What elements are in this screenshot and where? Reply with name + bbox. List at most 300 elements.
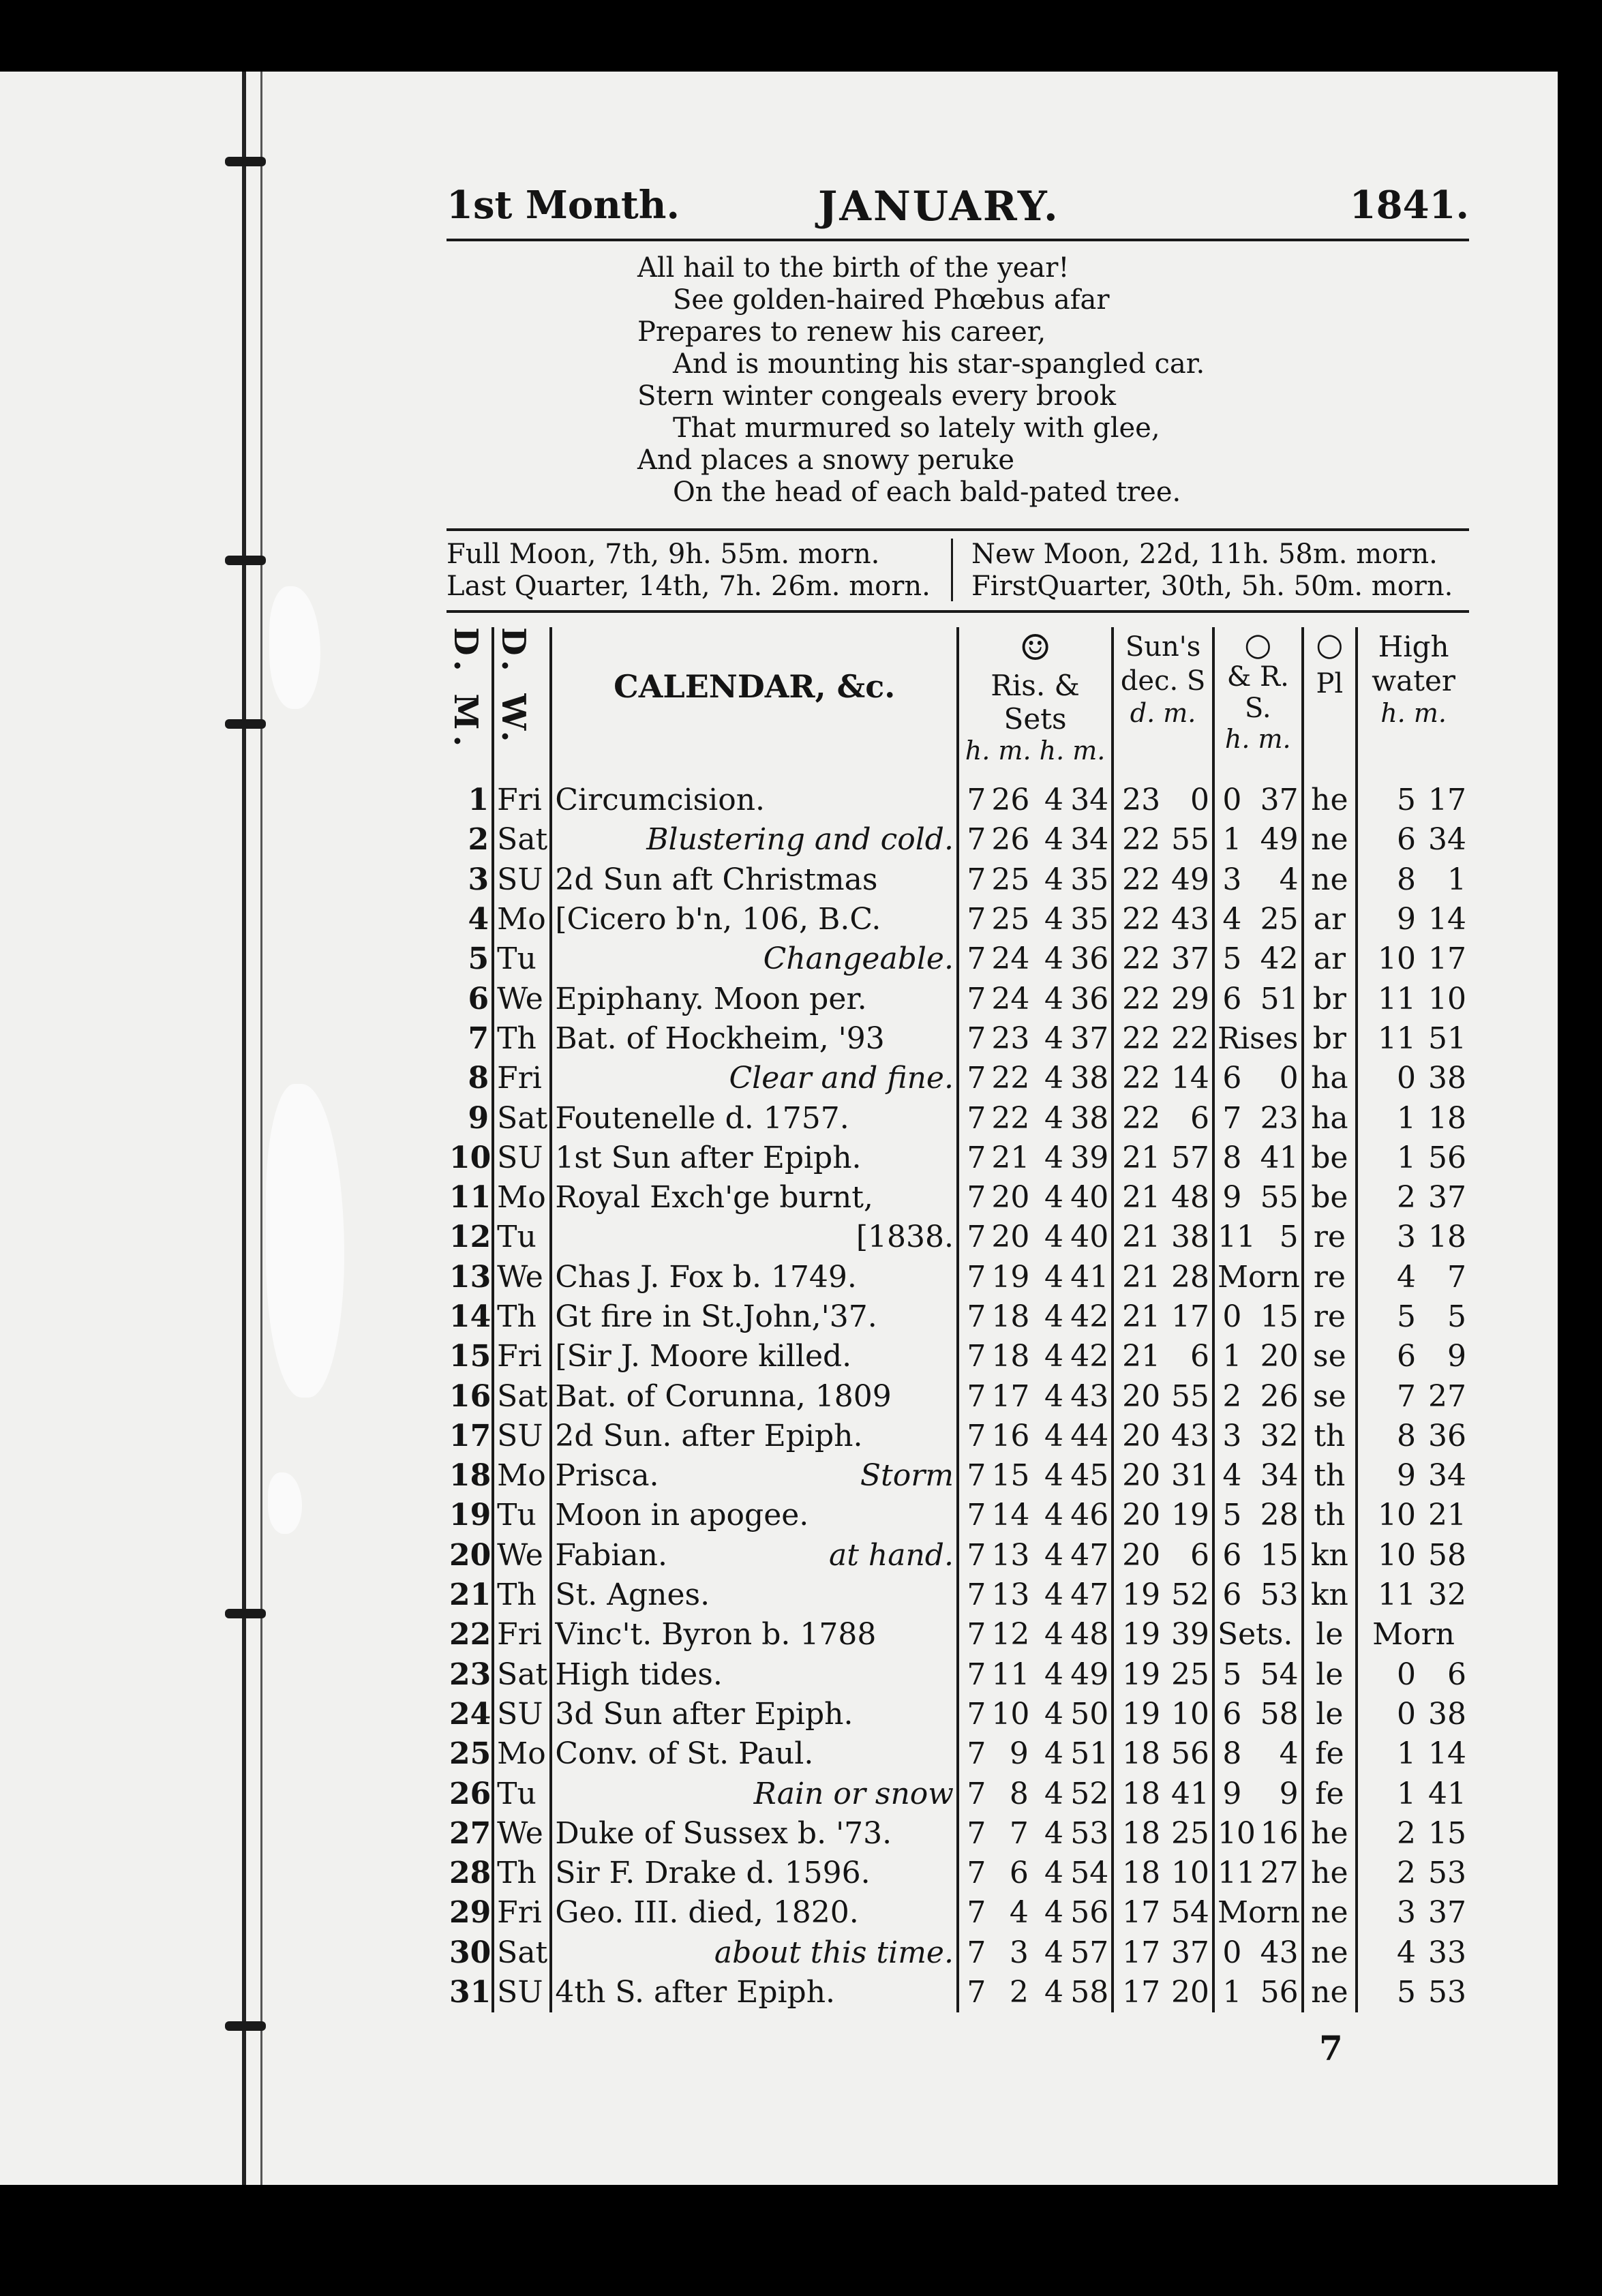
- sunrise-hour: 7: [958, 939, 988, 979]
- sun-dec-minutes: 25: [1170, 1657, 1209, 1692]
- table-row: [447, 1496, 1469, 1535]
- high-water-minute: 17: [1428, 941, 1466, 977]
- day-of-month: 23: [449, 1657, 492, 1692]
- day-of-week: Tu: [493, 1218, 551, 1257]
- table-row: [447, 1059, 1469, 1098]
- table-row: [447, 939, 1469, 979]
- table-row: [447, 1098, 1469, 1138]
- calendar-entry: 3d Sun after Epiph.: [551, 1695, 958, 1734]
- poem-line: All hail to the birth of the year!: [637, 252, 1070, 284]
- sun-dec-minutes: 6: [1190, 1339, 1209, 1374]
- col-sun-rise-set: ☺ Ris. & Sets h. m. h. m.: [958, 627, 1113, 781]
- col-sun-declination: Sun's dec. S d. m.: [1113, 627, 1213, 781]
- calendar-table: [447, 627, 1469, 2012]
- sunrise-minute: 4: [1009, 1895, 1029, 1931]
- sun-dec-degrees: 20: [1113, 1456, 1163, 1496]
- col-calendar: CALENDAR, &c.: [551, 627, 958, 781]
- moon-minute: 20: [1260, 1339, 1299, 1374]
- table-row: [447, 1138, 1469, 1178]
- sunrise-minute: 20: [991, 1180, 1030, 1215]
- day-of-week: Th: [493, 1019, 551, 1059]
- sun-dec-minutes: 55: [1170, 822, 1209, 858]
- day-of-month: 4: [468, 902, 489, 937]
- moon-minute: 4: [1279, 862, 1299, 897]
- moon-hour: 11: [1213, 1854, 1244, 1893]
- high-water-hour: 3: [1357, 1893, 1419, 1933]
- sunset-minute: 40: [1070, 1180, 1109, 1215]
- sunset-minute: 42: [1070, 1339, 1109, 1374]
- day-of-month: 12: [449, 1220, 492, 1255]
- moon-phase: FirstQuarter, 30th, 5h. 50m. morn.: [971, 571, 1453, 602]
- moon-hour: 6: [1213, 979, 1244, 1018]
- high-water-minute: 7: [1447, 1259, 1466, 1295]
- moon-place: se: [1303, 1337, 1357, 1376]
- moon-minute: 43: [1260, 1935, 1299, 1970]
- sun-dec-minutes: 17: [1170, 1299, 1209, 1334]
- sunset-minute: 43: [1070, 1378, 1109, 1414]
- calendar-entry: Bat. of Hockheim, '93: [551, 1019, 958, 1059]
- sunset-minute: 37: [1070, 1021, 1109, 1056]
- moon-circle-icon: ○: [1316, 626, 1344, 663]
- sunrise-hour: 7: [958, 1536, 988, 1575]
- day-of-month: 19: [449, 1498, 492, 1533]
- moon-place: br: [1303, 979, 1357, 1018]
- sunrise-minute: 24: [991, 981, 1030, 1016]
- moon-place: kn: [1303, 1536, 1357, 1575]
- calendar-entry: [551, 1536, 958, 1575]
- moon-hour: 5: [1213, 1496, 1244, 1535]
- sunrise-minute: 21: [991, 1140, 1030, 1175]
- day-of-week: SU: [493, 1138, 551, 1178]
- day-of-week: Sat: [493, 1933, 551, 1973]
- sunset-hour: 4: [1044, 1299, 1063, 1334]
- sunrise-minute: 8: [1009, 1776, 1029, 1811]
- high-water-hour: 4: [1357, 1933, 1419, 1973]
- moon-hour: 4: [1213, 1456, 1244, 1496]
- calendar-entry: Geo. III. died, 1820.: [551, 1893, 958, 1933]
- moon-place: he: [1303, 1814, 1357, 1854]
- sunset-hour: 4: [1044, 1537, 1063, 1573]
- high-water-hour: 9: [1357, 900, 1419, 939]
- high-water-minute: 36: [1428, 1418, 1466, 1453]
- high-water-hour: Morn: [1357, 1615, 1469, 1655]
- table-row: [447, 1019, 1469, 1059]
- day-of-month: 31: [449, 1975, 492, 2010]
- table-row: [447, 1774, 1469, 1813]
- high-water-minute: 27: [1428, 1378, 1466, 1414]
- moon-place: th: [1303, 1456, 1357, 1496]
- sun-dec-degrees: 20: [1113, 1496, 1163, 1535]
- sunset-hour: 4: [1044, 1259, 1063, 1295]
- table-row: [447, 1417, 1469, 1456]
- calendar-entry: [1838.: [551, 1218, 958, 1257]
- sunset-hour: 4: [1044, 1657, 1063, 1692]
- sunrise-hour: 7: [958, 1098, 988, 1138]
- high-water-hour: 5: [1357, 1297, 1419, 1337]
- moon-hour: 0: [1213, 1933, 1244, 1973]
- poem-line: Stern winter congeals every brook: [637, 380, 1117, 412]
- sunset-hour: 4: [1044, 1140, 1063, 1175]
- moon-hour: 6: [1213, 1575, 1244, 1615]
- moon-hour: Morn: [1213, 1893, 1303, 1933]
- moon-place: be: [1303, 1178, 1357, 1218]
- calendar-entry: Rain or snow: [551, 1774, 958, 1813]
- phases-divider: [951, 539, 953, 601]
- sunset-minute: 38: [1070, 1100, 1109, 1136]
- sunset-hour: 4: [1044, 1339, 1063, 1374]
- moon-place: se: [1303, 1376, 1357, 1416]
- header-rule: [447, 239, 1469, 241]
- day-of-month: 28: [449, 1856, 492, 1891]
- day-of-week: SU: [493, 1973, 551, 2012]
- moon-place: he: [1303, 1854, 1357, 1893]
- sunrise-minute: 25: [991, 902, 1030, 937]
- sunset-hour: 4: [1044, 1418, 1063, 1453]
- sun-dec-minutes: 19: [1170, 1498, 1209, 1533]
- sunrise-minute: 12: [991, 1617, 1030, 1652]
- calendar-entry: Vinc't. Byron b. 1788: [551, 1615, 958, 1655]
- sunset-hour: 4: [1044, 1577, 1063, 1613]
- moon-minute: 0: [1279, 1061, 1299, 1096]
- day-of-month: 21: [449, 1577, 492, 1613]
- day-of-month: 24: [449, 1696, 492, 1732]
- day-of-week: SU: [493, 1695, 551, 1734]
- calendar-entry-text: Fabian.: [555, 1537, 667, 1573]
- sun-dec-degrees: 22: [1113, 939, 1163, 979]
- sunrise-minute: 17: [991, 1378, 1030, 1414]
- sun-dec-minutes: 49: [1170, 862, 1209, 897]
- high-water-hour: 0: [1357, 1655, 1419, 1695]
- sunrise-hour: 7: [958, 1218, 988, 1257]
- calendar-entry: Epiphany. Moon per.: [551, 979, 958, 1018]
- high-water-hour: 5: [1357, 1973, 1419, 2012]
- high-water-minute: 15: [1428, 1815, 1466, 1851]
- sunset-minute: 35: [1070, 902, 1109, 937]
- moon-minute: 16: [1260, 1815, 1299, 1851]
- calendar-entry: Blustering and cold.: [551, 820, 958, 860]
- calendar-entry: St. Agnes.: [551, 1575, 958, 1615]
- sunset-minute: 46: [1070, 1498, 1109, 1533]
- day-of-week: Mo: [493, 1456, 551, 1496]
- calendar-weather-note: Storm: [860, 1458, 954, 1494]
- sun-dec-degrees: 21: [1113, 1218, 1163, 1257]
- moon-minute: 9: [1279, 1776, 1299, 1811]
- year-label: 1841.: [1349, 183, 1469, 228]
- sun-dec-minutes: 37: [1170, 941, 1209, 977]
- moon-minute: 58: [1260, 1696, 1299, 1732]
- sunset-hour: 4: [1044, 862, 1063, 897]
- moon-minute: 41: [1260, 1140, 1299, 1175]
- high-water-minute: 5: [1447, 1299, 1466, 1334]
- sun-dec-minutes: 10: [1170, 1696, 1209, 1732]
- sun-dec-degrees: 17: [1113, 1973, 1163, 2012]
- high-water-minute: 17: [1428, 783, 1466, 818]
- table-row: [447, 1536, 1469, 1575]
- moon-phases-left: [447, 539, 931, 603]
- calendar-entry: 2d Sun aft Christmas: [551, 860, 958, 900]
- day-of-week: Tu: [493, 1774, 551, 1813]
- sun-dec-degrees: 21: [1113, 1297, 1163, 1337]
- col-day-of-week: D. W.: [493, 627, 551, 781]
- sunset-minute: 52: [1070, 1776, 1109, 1811]
- moon-hour: 0: [1213, 1297, 1244, 1337]
- high-water-minute: 18: [1428, 1100, 1466, 1136]
- calendar-entry: 4th S. after Epiph.: [551, 1973, 958, 2012]
- sunset-minute: 45: [1070, 1458, 1109, 1494]
- moon-minute: 53: [1260, 1577, 1299, 1613]
- moon-hour: 10: [1213, 1814, 1244, 1854]
- moon-hour: 6: [1213, 1536, 1244, 1575]
- moon-hour: 0: [1213, 781, 1244, 820]
- moon-place: ne: [1303, 1893, 1357, 1933]
- sunset-minute: 51: [1070, 1736, 1109, 1772]
- calendar-weather-note: at hand.: [828, 1537, 954, 1573]
- calendar-entry: Moon in apogee.: [551, 1496, 958, 1535]
- calendar-entry: 2d Sun. after Epiph.: [551, 1417, 958, 1456]
- high-water-hour: 10: [1357, 939, 1419, 979]
- moon-place: le: [1303, 1695, 1357, 1734]
- day-of-week: We: [493, 1536, 551, 1575]
- table-row: [447, 900, 1469, 939]
- sun-dec-minutes: 22: [1170, 1021, 1209, 1056]
- sun-dec-degrees: 22: [1113, 820, 1163, 860]
- table-row: [447, 781, 1469, 820]
- moon-place: ne: [1303, 1973, 1357, 2012]
- sunset-minute: 47: [1070, 1537, 1109, 1573]
- high-water-minute: 56: [1428, 1140, 1466, 1175]
- moon-place: be: [1303, 1138, 1357, 1178]
- sun-dec-degrees: 22: [1113, 900, 1163, 939]
- moon-phase: Full Moon, 7th, 9h. 55m. morn.: [447, 539, 880, 570]
- moon-hour: 8: [1213, 1138, 1244, 1178]
- day-of-week: Th: [493, 1297, 551, 1337]
- sunrise-hour: 7: [958, 1496, 988, 1535]
- sunrise-minute: 13: [991, 1577, 1030, 1613]
- col-moon-place: ○ Pl: [1303, 627, 1357, 781]
- day-of-week: We: [493, 1258, 551, 1297]
- sunset-minute: 35: [1070, 862, 1109, 897]
- high-water-hour: 0: [1357, 1695, 1419, 1734]
- moon-phases-right: [971, 539, 1453, 603]
- sunrise-hour: 7: [958, 1695, 988, 1734]
- sunrise-minute: 26: [991, 783, 1030, 818]
- poem-line: See golden-haired Phœbus afar: [673, 284, 1110, 316]
- moon-place: ha: [1303, 1098, 1357, 1138]
- sun-dec-degrees: 22: [1113, 1019, 1163, 1059]
- day-of-week: Th: [493, 1854, 551, 1893]
- col-moon-rise-set: ○ & R. S. h. m.: [1213, 627, 1303, 781]
- sun-dec-minutes: 10: [1170, 1856, 1209, 1891]
- day-of-month: 6: [468, 981, 489, 1016]
- sun-dec-minutes: 14: [1170, 1061, 1209, 1096]
- high-water-hour: 2: [1357, 1178, 1419, 1218]
- sunrise-hour: 7: [958, 820, 988, 860]
- sunset-minute: 53: [1070, 1815, 1109, 1851]
- sunrise-minute: 6: [1009, 1856, 1029, 1891]
- calendar-entry: Duke of Sussex b. '73.: [551, 1814, 958, 1854]
- moon-circle-icon: ○: [1244, 626, 1272, 663]
- sun-dec-degrees: 19: [1113, 1695, 1163, 1734]
- moon-place: ne: [1303, 1933, 1357, 1973]
- sun-dec-degrees: 22: [1113, 1059, 1163, 1098]
- table-row: [447, 1933, 1469, 1973]
- table-row: [447, 979, 1469, 1018]
- moon-hour: 2: [1213, 1376, 1244, 1416]
- sun-dec-minutes: 41: [1170, 1776, 1209, 1811]
- day-of-week: Fri: [493, 1893, 551, 1933]
- sunset-hour: 4: [1044, 783, 1063, 818]
- day-of-week: Tu: [493, 1496, 551, 1535]
- sunrise-hour: 7: [958, 979, 988, 1018]
- page-title: JANUARY.: [818, 183, 1060, 230]
- calendar-entry: Sir F. Drake d. 1596.: [551, 1854, 958, 1893]
- high-water-minute: 53: [1428, 1856, 1466, 1891]
- day-of-month: 25: [449, 1736, 492, 1772]
- moon-hour: Sets.: [1213, 1615, 1303, 1655]
- moon-minute: 5: [1279, 1220, 1299, 1255]
- moon-minute: 55: [1260, 1180, 1299, 1215]
- high-water-hour: 10: [1357, 1496, 1419, 1535]
- sunrise-minute: 19: [991, 1259, 1030, 1295]
- sunset-minute: 49: [1070, 1657, 1109, 1692]
- sunrise-hour: 7: [958, 1019, 988, 1059]
- sunrise-hour: 7: [958, 1376, 988, 1416]
- high-water-hour: 6: [1357, 820, 1419, 860]
- calendar-entry: about this time.: [551, 1933, 958, 1973]
- sun-dec-degrees: 22: [1113, 1098, 1163, 1138]
- sunrise-hour: 7: [958, 1933, 988, 1973]
- moon-minute: 23: [1260, 1100, 1299, 1136]
- moon-place: ne: [1303, 820, 1357, 860]
- sun-dec-minutes: 0: [1190, 783, 1209, 818]
- moon-minute: 15: [1260, 1299, 1299, 1334]
- sun-dec-degrees: 17: [1113, 1893, 1163, 1933]
- day-of-week: Mo: [493, 1734, 551, 1774]
- moon-phases: [447, 539, 1469, 603]
- moon-hour: 3: [1213, 1417, 1244, 1456]
- high-water-minute: 37: [1428, 1180, 1466, 1215]
- sun-dec-minutes: 31: [1170, 1458, 1209, 1494]
- table-row: [447, 1615, 1469, 1655]
- sunrise-hour: 7: [958, 1337, 988, 1376]
- calendar-entry: Clear and fine.: [551, 1059, 958, 1098]
- sunset-minute: 57: [1070, 1935, 1109, 1970]
- sunset-minute: 40: [1070, 1220, 1109, 1255]
- table-row: [447, 1376, 1469, 1416]
- day-of-week: Mo: [493, 1178, 551, 1218]
- sunrise-minute: 15: [991, 1458, 1030, 1494]
- sunset-hour: 4: [1044, 1061, 1063, 1096]
- calendar-entry: [551, 1456, 958, 1496]
- moon-minute: 26: [1260, 1378, 1299, 1414]
- moon-minute: 54: [1260, 1657, 1299, 1692]
- table-row: [447, 860, 1469, 900]
- high-water-hour: 1: [1357, 1734, 1419, 1774]
- moon-minute: 28: [1260, 1498, 1299, 1533]
- sunset-hour: 4: [1044, 941, 1063, 977]
- calendar-body: [447, 781, 1469, 2012]
- binding-stitch: [225, 1609, 266, 1618]
- month-label: 1st Month.: [447, 183, 680, 228]
- sun-dec-minutes: 43: [1170, 902, 1209, 937]
- day-of-week: Fri: [493, 781, 551, 820]
- poem-line: On the head of each bald-pated tree.: [673, 477, 1181, 508]
- sun-dec-minutes: 6: [1190, 1537, 1209, 1573]
- binding-stitch: [225, 719, 266, 729]
- sunrise-minute: 11: [991, 1657, 1030, 1692]
- moon-hour: 1: [1213, 1973, 1244, 2012]
- day-of-month: 20: [449, 1537, 492, 1573]
- sunset-minute: 56: [1070, 1895, 1109, 1931]
- day-of-month: 18: [449, 1458, 492, 1494]
- table-row: [447, 1258, 1469, 1297]
- moon-hour: 9: [1213, 1178, 1244, 1218]
- sun-dec-minutes: 57: [1170, 1140, 1209, 1175]
- sun-dec-minutes: 37: [1170, 1935, 1209, 1970]
- calendar-entry: Gt fire in St.John,'37.: [551, 1297, 958, 1337]
- sunrise-hour: 7: [958, 1774, 988, 1813]
- sunset-minute: 34: [1070, 783, 1109, 818]
- table-row: [447, 1337, 1469, 1376]
- moon-hour: 7: [1213, 1098, 1244, 1138]
- high-water-minute: 53: [1428, 1975, 1466, 2010]
- high-water-minute: 34: [1428, 1458, 1466, 1494]
- day-of-month: 2: [468, 822, 489, 858]
- sunrise-hour: 7: [958, 1417, 988, 1456]
- day-of-week: We: [493, 979, 551, 1018]
- binding-spine: [242, 72, 246, 2185]
- sunset-hour: 4: [1044, 1815, 1063, 1851]
- sunrise-hour: 7: [958, 781, 988, 820]
- moon-minute: 4: [1279, 1736, 1299, 1772]
- binding-stitch: [225, 157, 266, 166]
- sunset-minute: 41: [1070, 1259, 1109, 1295]
- sunrise-hour: 7: [958, 860, 988, 900]
- high-water-minute: 58: [1428, 1537, 1466, 1573]
- moon-place: re: [1303, 1297, 1357, 1337]
- day-of-week: Tu: [493, 939, 551, 979]
- moon-place: ar: [1303, 939, 1357, 979]
- sunrise-hour: 7: [958, 1059, 988, 1098]
- sunset-hour: 4: [1044, 1736, 1063, 1772]
- sunrise-minute: 18: [991, 1299, 1030, 1334]
- high-water-minute: 14: [1428, 1736, 1466, 1772]
- sunrise-hour: 7: [958, 1456, 988, 1496]
- day-of-month: 29: [449, 1895, 492, 1931]
- sunrise-hour: 7: [958, 1297, 988, 1337]
- high-water-hour: 2: [1357, 1854, 1419, 1893]
- day-of-week: Sat: [493, 1376, 551, 1416]
- sun-dec-degrees: 20: [1113, 1376, 1163, 1416]
- sunrise-hour: 7: [958, 1973, 988, 2012]
- sun-dec-degrees: 19: [1113, 1575, 1163, 1615]
- day-of-week: We: [493, 1814, 551, 1854]
- sun-dec-degrees: 21: [1113, 1258, 1163, 1297]
- sun-dec-degrees: 20: [1113, 1417, 1163, 1456]
- calendar-entry: [Sir J. Moore killed.: [551, 1337, 958, 1376]
- day-of-month: 9: [468, 1100, 489, 1136]
- high-water-minute: 18: [1428, 1220, 1466, 1255]
- binding-edge: [260, 72, 262, 2185]
- sun-dec-degrees: 17: [1113, 1933, 1163, 1973]
- moon-minute: 37: [1260, 783, 1299, 818]
- moon-minute: 56: [1260, 1975, 1299, 2010]
- day-of-month: 10: [449, 1140, 492, 1175]
- high-water-minute: 10: [1428, 981, 1466, 1016]
- high-water-hour: 8: [1357, 1417, 1419, 1456]
- sunset-hour: 4: [1044, 1696, 1063, 1732]
- poem-line: Prepares to renew his career,: [637, 316, 1046, 348]
